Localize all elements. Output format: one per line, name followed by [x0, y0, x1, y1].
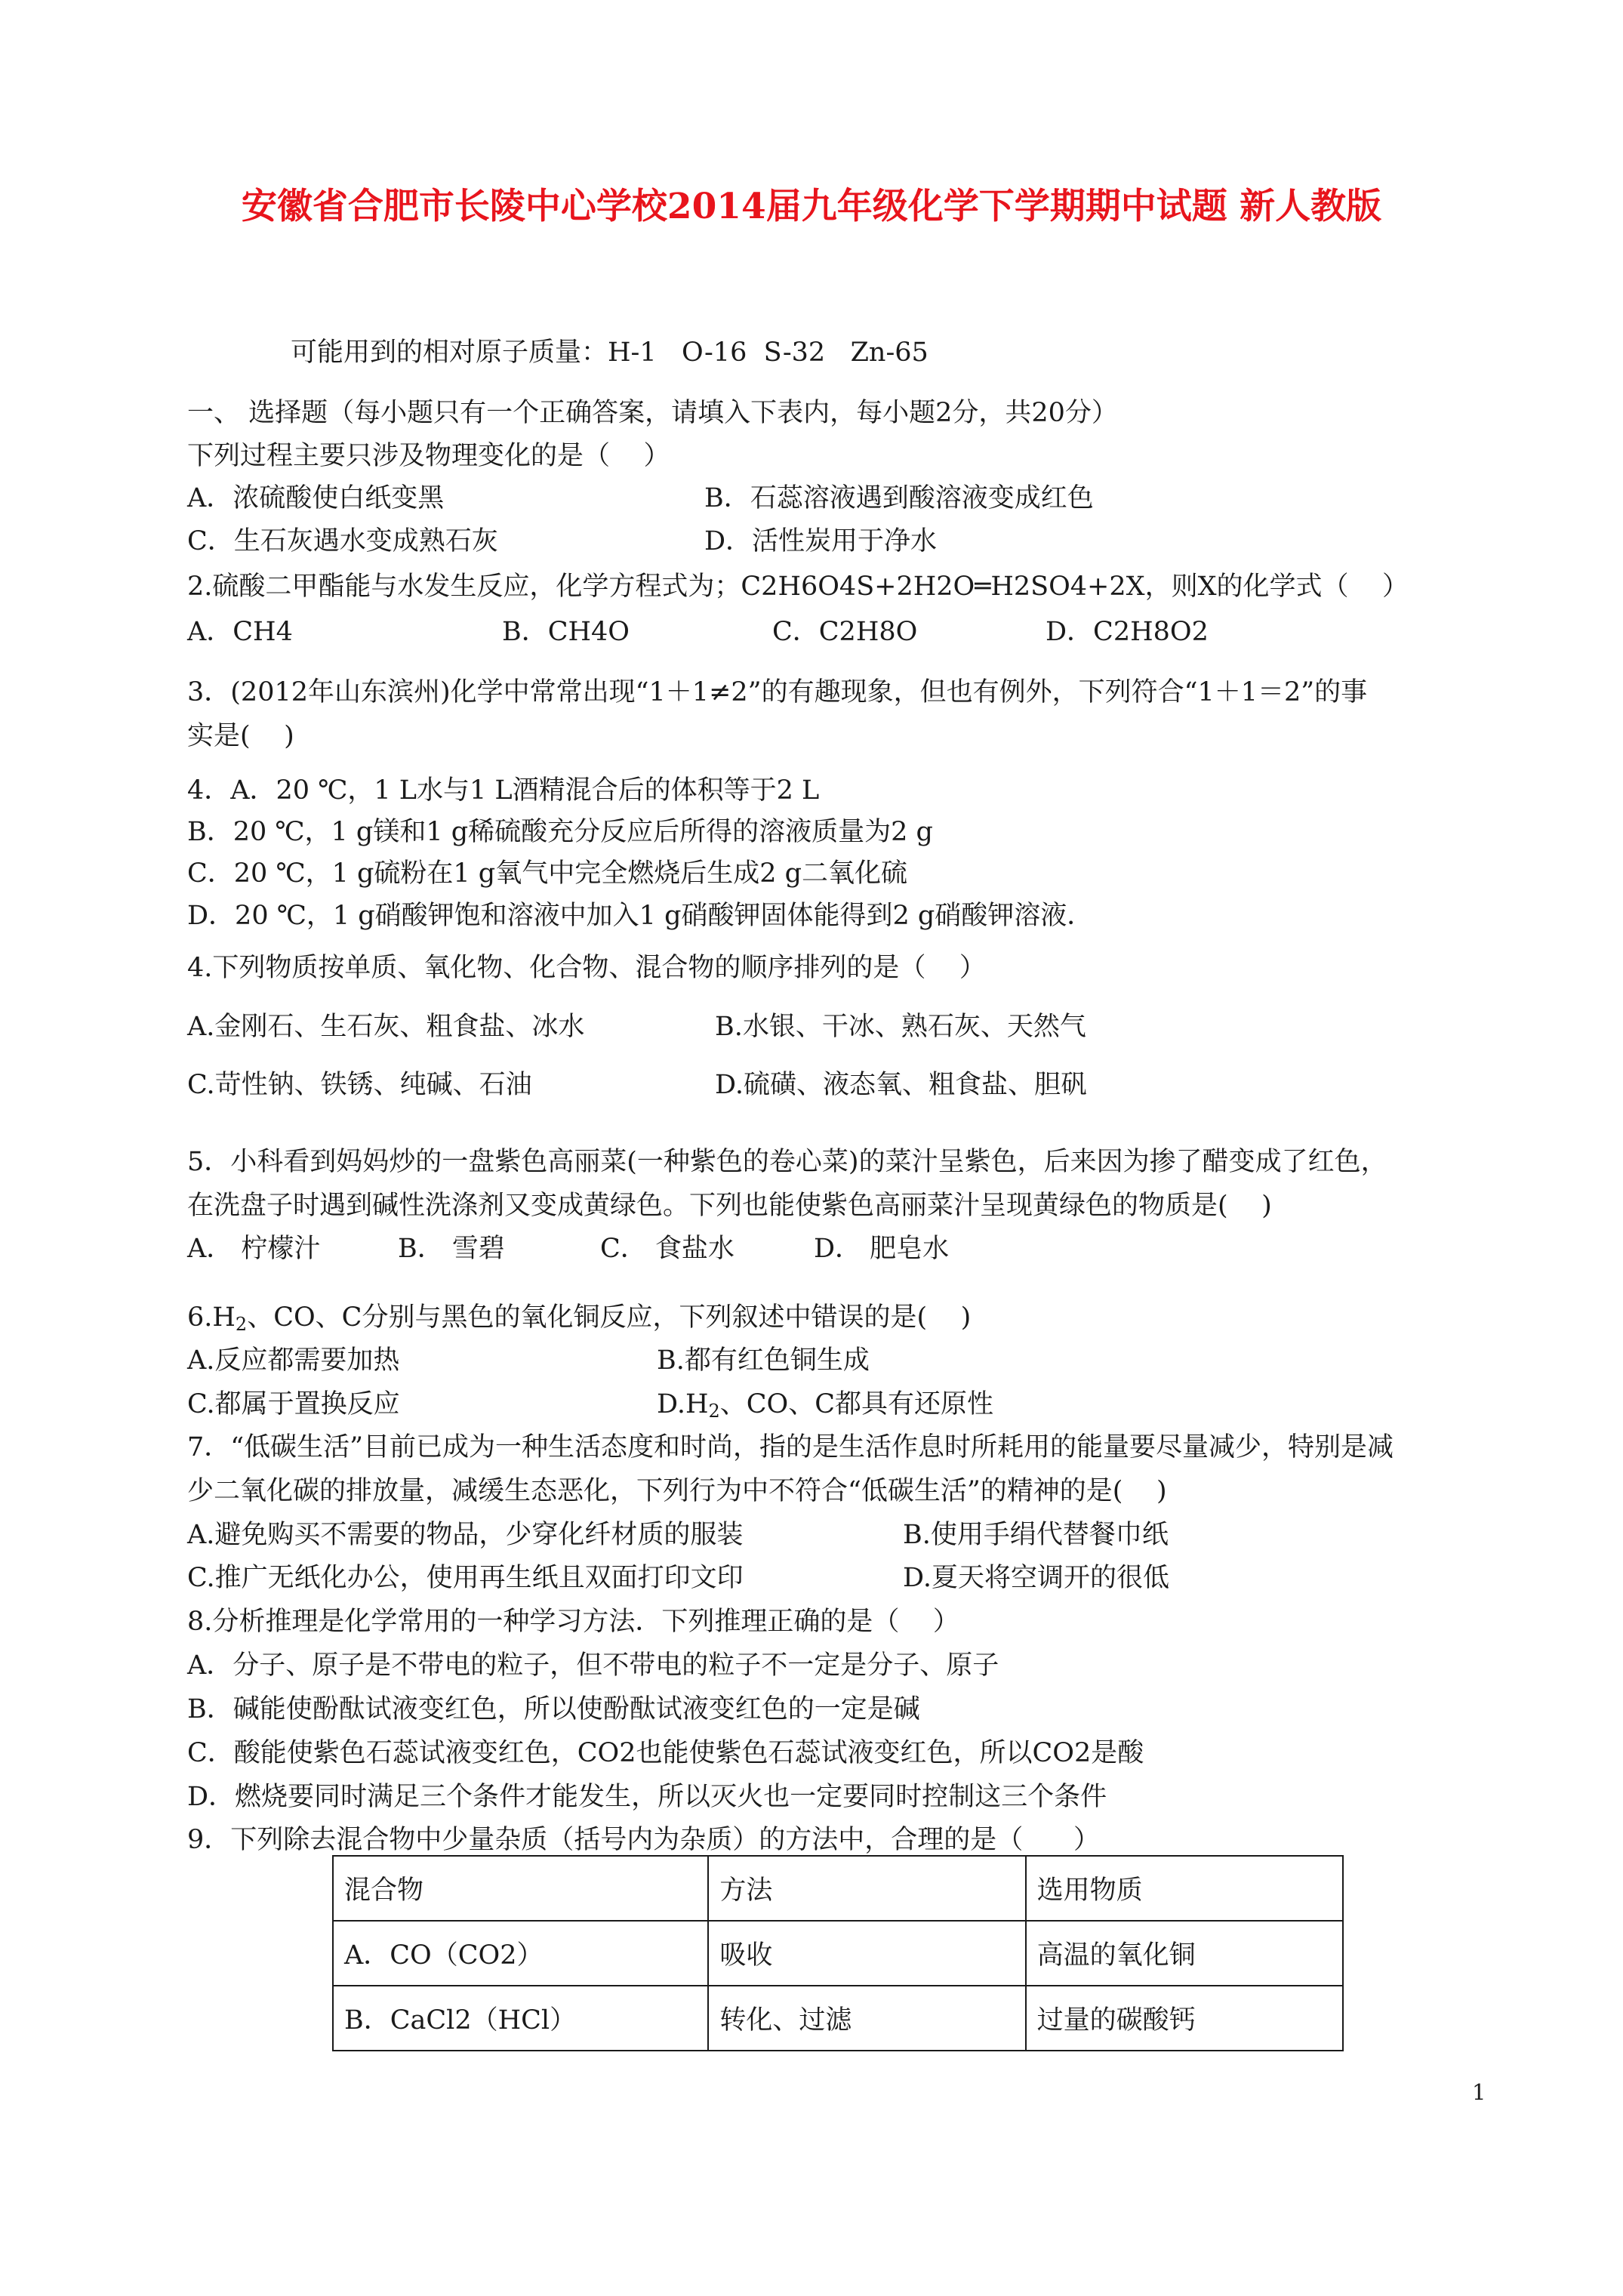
q1-option-b: B．石蕊溶液遇到酸溶液变成红色	[704, 483, 1094, 513]
table-cell: 过量的碳酸钙	[1026, 1986, 1343, 2051]
q8-option-a: A．分子、原子是不带电的粒子，但不带电的粒子不一定是分子、原子	[187, 1650, 999, 1681]
q7-line1: 7．“低碳生活”目前已成为一种生活态度和时尚，指的是生活作息时所耗用的能量要尽量减少，特别是减	[187, 1432, 1394, 1462]
q3-option-a: 4．A．20 ℃，1 L水与1 L酒精混合后的体积等于2 L	[187, 775, 820, 806]
q9-stem: 9．下列除去混合物中少量杂质（括号内为杂质）的方法中，合理的是（ ）	[187, 1825, 1101, 1855]
q2-option-d: D．C2H8O2	[1046, 617, 1209, 647]
table-header-cell: 方法	[708, 1856, 1025, 1921]
q6-d-pre: D.H	[657, 1389, 709, 1419]
q6-option-d	[657, 1389, 994, 1422]
q4-option-a: A.金刚石、生石灰、粗食盐、冰水	[187, 1012, 585, 1042]
q8-option-c: C．酸能使紫色石蕊试液变红色，CO2也能使紫色石蕊试液变红色，所以CO2是酸	[187, 1738, 1144, 1768]
q7-line2: 少二氧化碳的排放量，减缓生态恶化，下列行为中不符合“低碳生活”的精神的是( )	[187, 1476, 1167, 1506]
table-cell: 高温的氧化铜	[1026, 1921, 1343, 1986]
q4-option-b: B.水银、干冰、熟石灰、天然气	[715, 1012, 1086, 1042]
q5-option-d: D． 肥皂水	[814, 1234, 950, 1264]
table-header-cell: 混合物	[333, 1856, 708, 1921]
q6-d-post: 、CO、C都具有还原性	[719, 1389, 994, 1419]
q5-option-c: C． 食盐水	[600, 1234, 735, 1264]
q4-option-c: C.苛性钠、铁锈、纯碱、石油	[187, 1070, 532, 1100]
q6-option-b: B.都有红色铜生成	[657, 1345, 870, 1376]
table-cell: 转化、过滤	[708, 1986, 1025, 2051]
q6-stem-pre: 6.H	[187, 1302, 236, 1333]
q7-option-c: C.推广无纸化办公，使用再生纸且双面打印文印	[187, 1563, 744, 1593]
q7-option-b: B.使用手绢代替餐巾纸	[903, 1520, 1169, 1550]
q6-stem-post: 、CO、C分别与黑色的氧化铜反应，下列叙述中错误的是( )	[247, 1302, 972, 1333]
table-cell: B．CaCl2（HCl）	[333, 1986, 708, 2051]
q3-option-c: C．20 ℃，1 g硫粉在1 g氧气中完全燃烧后生成2 g二氧化硫	[187, 858, 907, 889]
table-cell: A．CO（CO2）	[333, 1921, 708, 1986]
atomic-mass-note: 可能用到的相对原子质量：H-1 O-16 S-32 Zn-65	[291, 337, 929, 368]
q2-stem: 2.硫酸二甲酯能与水发生反应，化学方程式为；C2H6O4S+2H2O═H2SO4+2X，则X的化学式（ ）	[187, 572, 1409, 602]
q6-stem-sub: 2	[235, 1314, 248, 1335]
q2-option-b: B．CH4O	[502, 617, 630, 647]
table-row	[333, 1921, 1343, 1986]
q8-stem: 8.分析推理是化学常用的一种学习方法．下列推理正确的是（ ）	[187, 1607, 959, 1637]
q6-d-sub: 2	[708, 1401, 720, 1422]
q2-option-a: A．CH4	[187, 617, 293, 647]
section-heading: 一、 选择题（每小题只有一个正确答案，请填入下表内，每小题2分，共20分）	[187, 398, 1118, 428]
table-cell: 吸收	[708, 1921, 1025, 1986]
impurity-table	[332, 1855, 1344, 2051]
page-number: 1	[1472, 2079, 1486, 2105]
table-header-cell: 选用物质	[1026, 1856, 1343, 1921]
q1-option-d: D．活性炭用于净水	[704, 526, 938, 556]
q8-option-d: D．燃烧要同时满足三个条件才能发生，所以灭火也一定要同时控制这三个条件	[187, 1782, 1107, 1812]
q5-line1: 5．小科看到妈妈炒的一盘紫色高丽菜(一种紫色的卷心菜)的菜汁呈紫色，后来因为掺了醋变成了红色，	[187, 1147, 1387, 1177]
table-header-row	[333, 1856, 1343, 1921]
q4-stem: 4.下列物质按单质、氧化物、化合物、混合物的顺序排列的是（ ）	[187, 953, 986, 983]
q6-option-c: C.都属于置换反应	[187, 1389, 400, 1419]
q1-option-c: C．生石灰遇水变成熟石灰	[187, 526, 498, 556]
q7-option-a: A.避免购买不需要的物品，少穿化纤材质的服装	[187, 1520, 744, 1550]
q3-line1: 3．(2012年山东滨州)化学中常常出现“1＋1≠2”的有趣现象，但也有例外，下列符合“1＋1＝2”的事	[187, 677, 1368, 707]
q1-stem: 下列过程主要只涉及物理变化的是（ ）	[187, 441, 670, 471]
q3-option-b: B．20 ℃，1 g镁和1 g稀硫酸充分反应后所得的溶液质量为2 g	[187, 817, 933, 847]
q6-option-a: A.反应都需要加热	[187, 1345, 400, 1376]
q6-stem	[187, 1302, 972, 1335]
q5-option-b: B． 雪碧	[398, 1234, 505, 1264]
q3-option-d: D．20 ℃，1 g硝酸钾饱和溶液中加入1 g硝酸钾固体能得到2 g硝酸钾溶液．	[187, 901, 1094, 931]
q4-option-d: D.硫磺、液态氧、粗食盐、胆矾	[715, 1070, 1087, 1100]
document-title: 安徽省合肥市长陵中心学校2014届九年级化学下学期期中试题 新人教版	[241, 186, 1382, 227]
q8-option-b: B．碱能使酚酞试液变红色，所以使酚酞试液变红色的一定是碱	[187, 1694, 920, 1724]
q5-option-a: A． 柠檬汁	[187, 1234, 321, 1264]
q5-line2: 在洗盘子时遇到碱性洗涤剂又变成黄绿色。下列也能使紫色高丽菜汁呈现黄绿色的物质是( )	[187, 1191, 1272, 1221]
q1-option-a: A．浓硫酸使白纸变黑	[187, 483, 445, 513]
q3-line2: 实是( )	[187, 721, 294, 751]
table-row	[333, 1986, 1343, 2051]
q7-option-d: D.夏天将空调开的很低	[903, 1563, 1169, 1593]
q2-option-c: C．C2H8O	[772, 617, 918, 647]
